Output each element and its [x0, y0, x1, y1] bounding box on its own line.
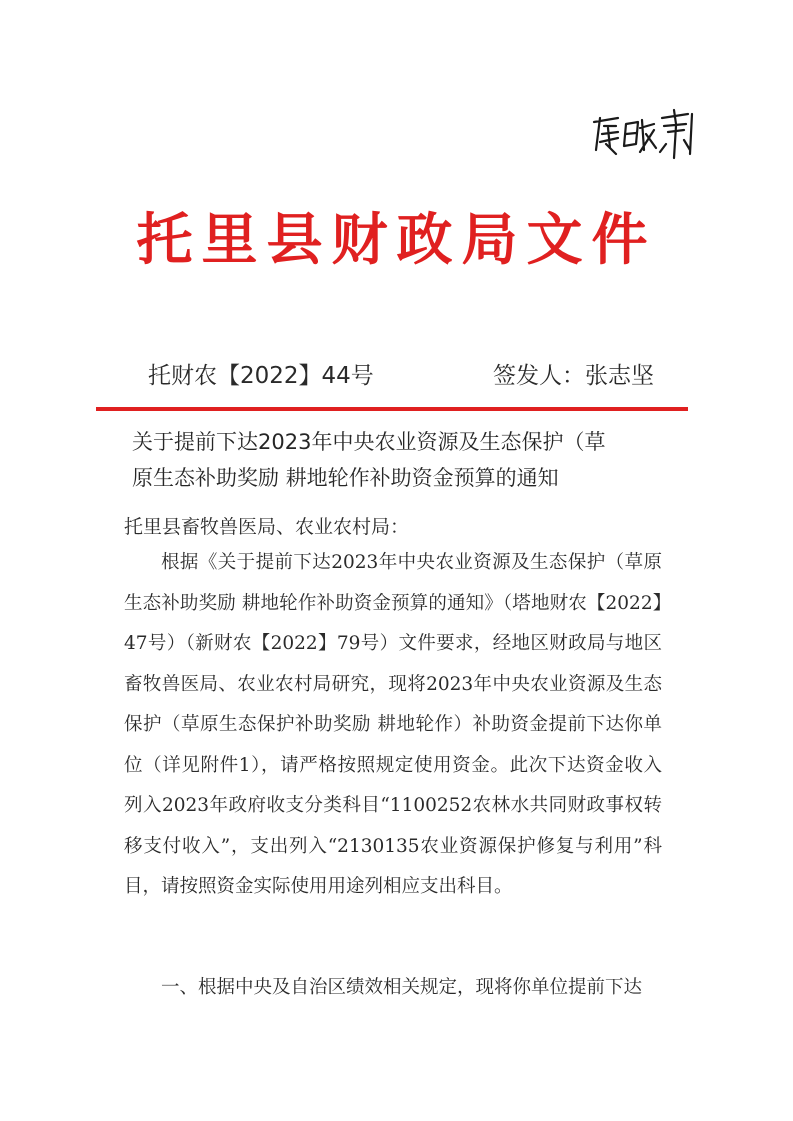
recipient: 托里县畜牧兽医局、农业农村局：	[124, 516, 410, 538]
signer-name: 张志坚	[585, 363, 654, 389]
body-paragraph: 根据《关于提前下达2023年中央农业资源及生态保护（草原生态补助奖励 耕地轮作补助资金预算的通知》（塔地财农【2022】47号）（新财农【2022】79号）文件要求，经地区财政局与地区畜牧兽医局、农业农村局研究，现将2023年中央农业资源及生态保护（草原生态保护补助奖励 耕地轮作）补助资金提前下达你单位（详见附件1），请严格按照规定使用资金。此次下达资金收入列入2023年政府收支分类科目“1100252农林水共同财政事权转移支付收入”，支出列入“2130135农业资源保护修复与利用”科目，请按照资金实际使用用途列相应支出科目。	[124, 552, 662, 897]
document-number: 托财农【2022】44号	[148, 363, 374, 389]
notice-title-line1: 关于提前下达2023年中央农业资源及生态保护（草	[132, 430, 606, 454]
handwritten-signature	[588, 104, 698, 164]
signer-label: 签发人：	[493, 363, 585, 389]
notice-title-line2: 原生态补助奖励 耕地轮作补助资金预算的通知	[132, 466, 559, 490]
signer	[493, 360, 654, 392]
red-divider	[96, 407, 688, 411]
body-paragraph: 一、根据中央及自治区绩效相关规定，现将你单位提前下达	[161, 977, 643, 998]
document-title: 托里县财政局文件	[136, 207, 657, 273]
notice-title	[132, 424, 672, 496]
